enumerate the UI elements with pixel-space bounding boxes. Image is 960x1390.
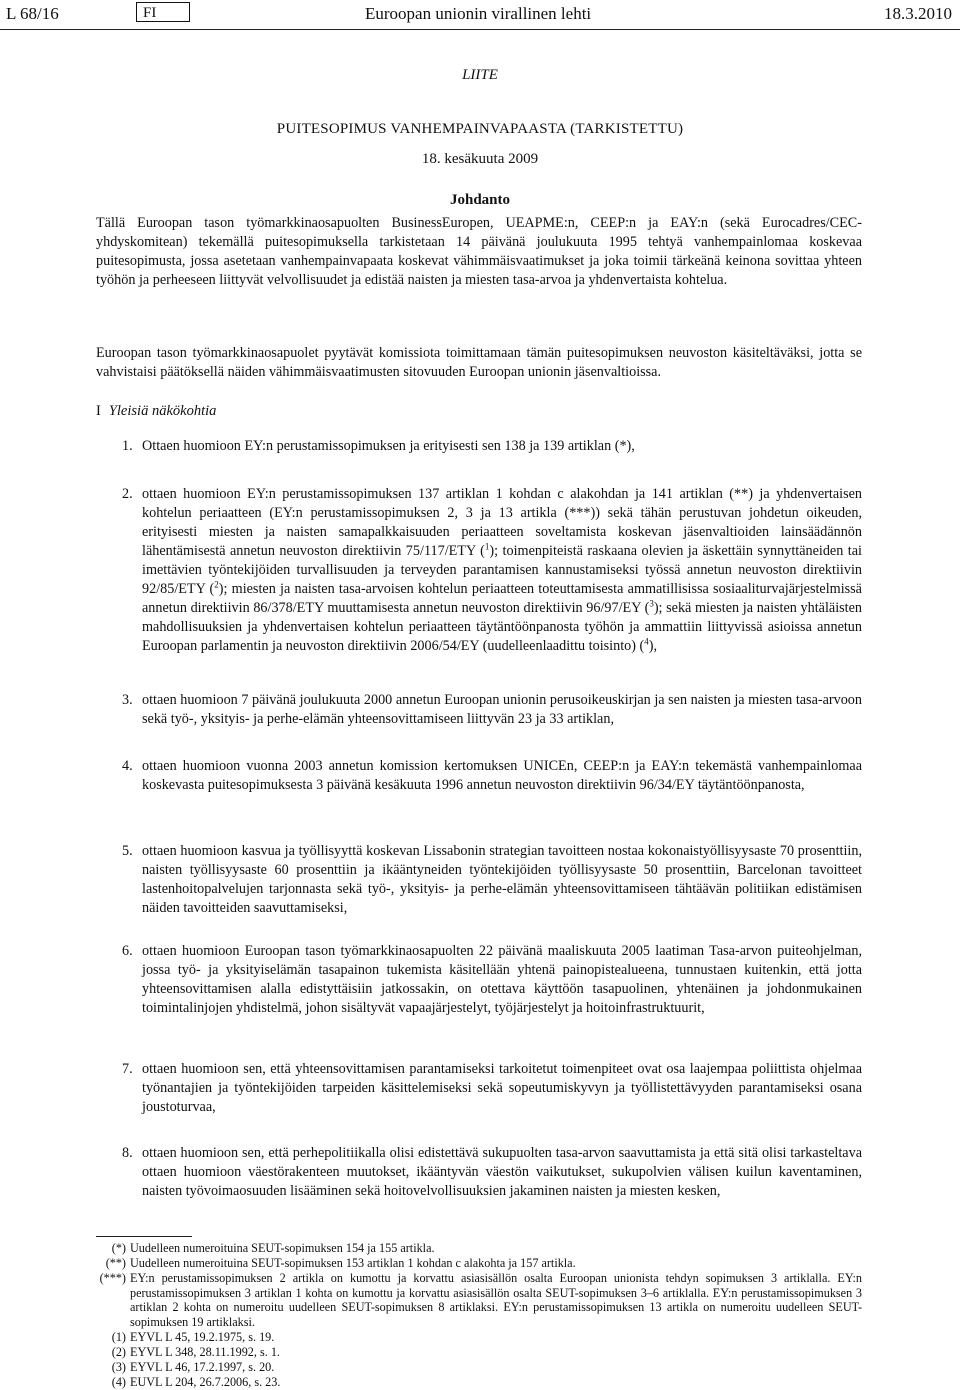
item-text-part: ottaen huomioon 7 päivänä joulukuuta 2000 annetun Euroopan unionin perusoikeuskirjan ja sen naisten ja miesten tasa-arvoon sekä työ-, yksityis- ja perhe-elämän yhteensovittamiseen liittyvän 23 ja 33 artiklan, <box>142 692 862 727</box>
footnote-ref[interactable]: 3 <box>649 598 654 609</box>
section-heading <box>96 403 216 420</box>
footnote-mark: (3) <box>111 1360 126 1374</box>
publication-date: 18.3.2010 <box>884 4 952 23</box>
section-title: Yleisiä näkökohtia <box>108 403 217 419</box>
page-header <box>0 2 960 26</box>
item-number: 1. <box>122 438 133 454</box>
footnote-text: EY:n perustamissopimuksen 2 artikla on kumottu ja korvattu asiasisällön osalta Euroopan unionista tehdyn sopimuksen 3 artiklalla. EY:n perustamissopimuksen 3 artiklan 1 kohta on kumottu ja korvattu asiasisällön osalta SEUT-sopimuksen 3–6 artiklalla. EY:n perustamissopimuksen 3 artiklan 2 kohta on numeroitu uudelleen SEUT-sopimuksen 8 artiklaksi. EY:n perustamissopimuksen 13 artikla on numeroitu uudelleen SEUT-sopimuksen 19 artiklaksi. <box>130 1271 862 1330</box>
item-text-part: ); toimenpiteistä raskaana olevien ja äskettäin synnyttäneiden tai imettävien työntekijöiden turvallisuuden ja terveyden parantamisen kannustamiseksi työssä annetun neuvoston direktiivin 92/85/ETY ( <box>142 543 862 597</box>
footnote-text: EYVL L 46, 17.2.1997, s. 20. <box>130 1360 275 1374</box>
header-rule <box>0 29 960 30</box>
section-number: I <box>96 403 101 419</box>
language-code-box: FI <box>136 2 190 22</box>
footnote-mark: (**) <box>105 1256 126 1270</box>
intro-heading: Johdanto <box>449 192 511 208</box>
item-text-part: ottaen huomioon vuonna 2003 annetun komission kertomuksen UNICEn, CEEP:n ja EAY:n tekemästä vanhempainlomaa koskevasta puitesopimuksesta 3 päivänä kesäkuuta 1996 annetun neuvoston direktiivin 96/34/EY täytäntöönpanosta, <box>142 758 862 793</box>
footnote-mark: (***) <box>99 1271 126 1285</box>
item-number: 7. <box>122 1061 133 1077</box>
item-number: 8. <box>122 1145 133 1161</box>
footnote-text: Uudelleen numeroituina SEUT-sopimuksen 153 artiklan 1 kohdan c alakohta ja 157 artikla. <box>130 1256 576 1270</box>
item-text <box>142 485 862 656</box>
document-title: PUITESOPIMUS VANHEMPAINVAPAASTA (TARKISTETTU) <box>276 121 684 137</box>
footnote-text: EUVL L 204, 26.7.2006, s. 23. <box>130 1375 281 1389</box>
item-number: 3. <box>122 692 133 708</box>
item-text <box>142 691 862 729</box>
item-number: 6. <box>122 943 133 959</box>
document-date: 18. kesäkuuta 2009 <box>421 151 539 167</box>
item-text <box>142 942 862 1018</box>
footnote-ref[interactable]: 1 <box>484 541 490 552</box>
footnote-mark: (1) <box>111 1330 126 1344</box>
item-text <box>142 1060 862 1117</box>
journal-title: Euroopan unionin virallinen lehti <box>365 4 592 23</box>
footnote-mark: (2) <box>111 1345 126 1359</box>
footnote-rule <box>96 1236 192 1237</box>
intro-paragraph-2: Euroopan tason työmarkkinaosapuolet pyytävät komissiota toimittamaan tämän puitesopimuksen neuvoston käsiteltäväksi, jotta se vahvistaisi päätöksellä näiden vähimmäisvaatimusten sitovuuden Euroopan unionin jäsenvaltioissa. <box>96 345 862 380</box>
footnote-text: EYVL L 45, 19.2.1975, s. 19. <box>130 1330 275 1344</box>
footnote-ref[interactable]: 2 <box>214 579 219 590</box>
footnote-text: Uudelleen numeroituina SEUT-sopimuksen 154 ja 155 artikla. <box>130 1241 435 1255</box>
item-text-part: ottaen huomioon sen, että yhteensovittamisen parantamiseksi tarkoitetut toimenpiteet ovat osa laajempaa poliittista ohjelmaa työnantajien ja työntekijöiden tarpeiden käsittelemiseksi sekä sopeutumiskyvyn ja työllistettävyyden parantamiseksi osana joustoturvaa, <box>142 1061 862 1115</box>
item-text <box>142 1144 862 1201</box>
item-number: 2. <box>122 486 133 502</box>
item-text <box>142 757 862 795</box>
intro-paragraph-1: Tällä Euroopan tason työmarkkinaosapuolten BusinessEuropen, UEAPME:n, CEEP:n ja EAY:n (sekä Eurocadres/CEC-yhdyskomitean) tekemällä puitesopimuksella tarkistetaan 14 päivänä joulukuuta 1995 tehtyä vanhempainlomaa koskevaa puitesopimusta, jossa asetetaan vanhempainvapaata koskevat vähimmäisvaatimukset ja joka toimii tärkeänä keinona sovittaa yhteen työhön ja perheeseen liittyvät velvollisuudet ja edistää naisten ja miesten tasa-arvoa ja yhdenvertaista kohtelua. <box>96 215 862 288</box>
item-text-part: ottaen huomioon sen, että perhepolitiikalla olisi edistettävä sukupuolten tasa-arvon saavuttamista ja että sitä olisi tarkasteltava ottaen huomioon väestörakenteen muutokset, ikääntyvän väestön vaikutukset, sukupolvien välisen kuilun kaventaminen, naisten työvoimaosuuden lisääminen sekä hoitovelvollisuuksien jakaminen naisten ja miesten kesken, <box>142 1145 862 1199</box>
item-number: 4. <box>122 758 133 774</box>
item-text-part: ); miesten ja naisten tasa-arvoisen kohtelun periaatteen toteuttamisesta ammatillisissa sosiaaliturvajärjestelmissä annetun direktiivin 86/378/ETY muuttamisesta annetun neuvoston direktiivin 96/97/EY ( <box>142 581 862 616</box>
footnote-ref[interactable]: 4 <box>644 636 649 647</box>
item-number: 5. <box>122 843 133 859</box>
item-text-part: ottaen huomioon Euroopan tason työmarkkinaosapuolten 22 päivänä maaliskuuta 2005 laatiman Tasa-arvon puiteohjelman, jossa työ- ja yksityiselämän tasapainon tukemista käsitellään yhtenä painopistealueena, tunnustaen kuitenkin, että jotta yhteensovittamisen alalla edistyttäisiin jatkossakin, on otettava käyttöön tasapuolinen, yhtenäinen ja johdonmukainen toimintalinjojen yhdistelmä, johon sisältyvät vapaajärjestelyt, työjärjestelyt ja hoitoinfrastruktuurit, <box>142 943 862 1016</box>
item-text <box>142 842 862 918</box>
item-text-part: ), <box>648 638 658 654</box>
item-text-part: ottaen huomioon kasvua ja työllisyyttä koskevan Lissabonin strategian tavoitteen nostaa kokonaistyöllisyysaste 70 prosenttiin, naisten työllisyysaste 60 prosenttiin ja ikääntyneiden työntekijöiden työllisyysaste 50 prosenttiin, Barcelonan tavoitteet lastenhoitopalvelujen tarjonnasta sekä työ-, yksityis- ja perhe-elämän yhteensovittamiseen tähtäävän politiikan edistämisen näiden tavoitteiden saavuttamiseksi, <box>142 843 862 916</box>
item-text <box>142 437 862 456</box>
footnote-mark: (4) <box>111 1375 126 1389</box>
page-reference: L 68/16 <box>6 4 59 23</box>
item-text-part: ottaen huomioon EY:n perustamissopimuksen 137 artiklan 1 kohdan c alakohdan ja 141 artiklan (**) ja yhdenvertaisen kohtelun periaatteen (EY:n perustamissopimuksen 2, 3 ja 13 artikla (***)) sekä tähän perustuvan johdetun oikeuden, erityisesti miesten ja naisten samapalkkaisuuden periaatteen soveltamista koskevan jäsenvaltioiden lainsäädännön lähentämisestä annetun neuvoston direktiivin 75/117/ETY ( <box>142 486 862 559</box>
footnote-mark: (*) <box>111 1241 126 1255</box>
annex-label: LIITE <box>462 67 498 83</box>
footnote-text: EYVL L 348, 28.11.1992, s. 1. <box>130 1345 280 1359</box>
item-text-part: ); sekä miesten ja naisten yhtäläisten mahdollisuuksien ja yhdenvertaisen kohtelun periaatteen täytäntöönpanosta työhön ja ammattiin liittyvissä asioissa annetun Euroopan parlamentin ja neuvoston direktiivin 2006/54/EY (uudelleenlaadittu toisinto) ( <box>142 600 862 654</box>
item-text-part: Ottaen huomioon EY:n perustamissopimuksen ja erityisesti sen 138 ja 139 artiklan (*), <box>142 438 635 454</box>
